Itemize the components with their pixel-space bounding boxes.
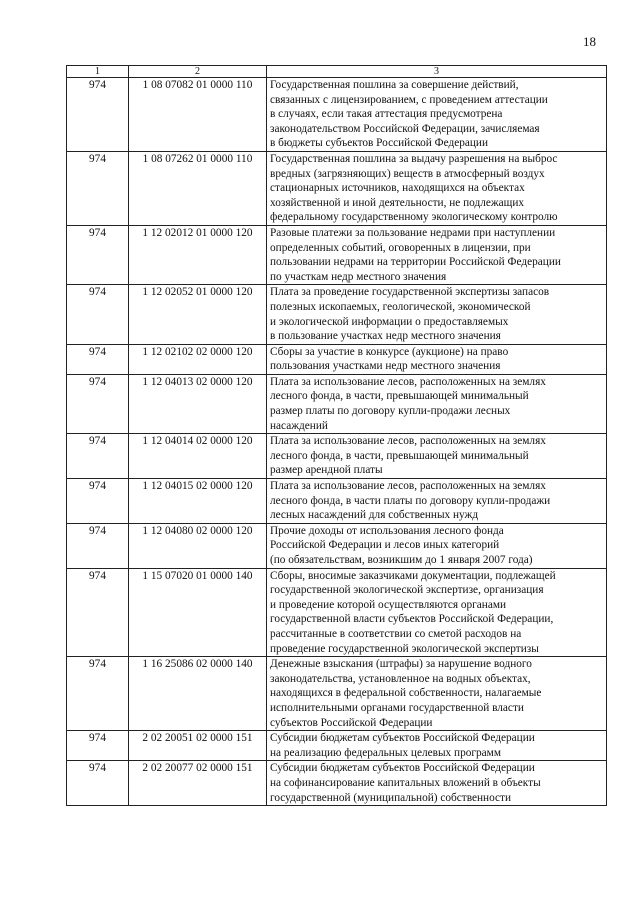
table-row — [67, 151, 607, 225]
budget-classification-code-cell: 1 12 04013 02 0000 120 — [129, 374, 267, 433]
revenue-codes-table — [66, 65, 607, 806]
revenue-description-cell: Субсидии бюджетам субъектов Российской Федерации на реализацию федеральных целевых программ — [267, 731, 607, 761]
budget-classification-code-cell: 1 16 25086 02 0000 140 — [129, 657, 267, 731]
admin-code-cell: 974 — [67, 657, 129, 731]
budget-classification-code-cell: 1 12 02052 01 0000 120 — [129, 285, 267, 344]
admin-code-cell: 974 — [67, 344, 129, 374]
table-row — [67, 657, 607, 731]
admin-code-cell: 974 — [67, 523, 129, 568]
table-row — [67, 225, 607, 284]
admin-code-cell: 974 — [67, 374, 129, 433]
table-row — [67, 285, 607, 344]
budget-classification-code-cell: 1 12 02102 02 0000 120 — [129, 344, 267, 374]
table-row — [67, 479, 607, 524]
admin-code-cell: 974 — [67, 479, 129, 524]
budget-classification-code-cell: 2 02 20077 02 0000 151 — [129, 761, 267, 806]
revenue-description-cell: Плата за использование лесов, расположенных на землях лесного фонда, в части, превышающей минимальный размер платы по договору купли-продажи лесных насаждений — [267, 374, 607, 433]
revenue-description-cell: Плата за использование лесов, расположенных на землях лесного фонда, в части платы по договору купли-продажи лесных насаждений для собственных нужд — [267, 479, 607, 524]
revenue-description-cell: Прочие доходы от использования лесного фонда Российской Федерации и лесов иных категорий (по обязательствам, возникшим до 1 января 2007 года) — [267, 523, 607, 568]
budget-classification-code-cell: 2 02 20051 02 0000 151 — [129, 731, 267, 761]
admin-code-cell: 974 — [67, 731, 129, 761]
budget-classification-code-cell: 1 08 07082 01 0000 110 — [129, 78, 267, 152]
budget-classification-code-cell: 1 08 07262 01 0000 110 — [129, 151, 267, 225]
admin-code-cell: 974 — [67, 151, 129, 225]
budget-classification-code-cell: 1 12 04014 02 0000 120 — [129, 434, 267, 479]
table-row — [67, 344, 607, 374]
table-row — [67, 761, 607, 806]
table-row — [67, 523, 607, 568]
revenue-description-cell: Субсидии бюджетам субъектов Российской Федерации на софинансирование капитальных вложений в объекты государственной (муниципальной) собственности — [267, 761, 607, 806]
budget-classification-code-cell: 1 12 02012 01 0000 120 — [129, 225, 267, 284]
column-header-3: 3 — [267, 66, 607, 78]
admin-code-cell: 974 — [67, 225, 129, 284]
revenue-description-cell: Сборы, вносимые заказчиками документации, подлежащей государственной экологической экспертизе, организация и проведение которой осуществляются органами государственной власти субъектов Российской Федерации, рассчитанные в соответствии со сметой расходов на проведение государственной экологической экспертизы — [267, 568, 607, 657]
revenue-description-cell: Денежные взыскания (штрафы) за нарушение водного законодательства, установленное на водных объектах, находящихся в федеральной собственности, налагаемые исполнительными органами государственной власти субъектов Российской Федерации — [267, 657, 607, 731]
admin-code-cell: 974 — [67, 78, 129, 152]
budget-classification-code-cell: 1 12 04015 02 0000 120 — [129, 479, 267, 524]
budget-classification-code-cell: 1 12 04080 02 0000 120 — [129, 523, 267, 568]
table-row — [67, 731, 607, 761]
table-row — [67, 374, 607, 433]
table-header-row — [67, 66, 607, 78]
column-header-2: 2 — [129, 66, 267, 78]
page-number: 18 — [583, 34, 596, 49]
table-row — [67, 568, 607, 657]
revenue-description-cell: Плата за проведение государственной экспертизы запасов полезных ископаемых, геологической, экономической и экологической информации о предоставляемых в пользование участках недр местного значения — [267, 285, 607, 344]
revenue-description-cell: Государственная пошлина за выдачу разрешения на выброс вредных (загрязняющих) веществ в атмосферный воздух стационарных источников, находящихся на объектах хозяйственной и иной деятельности, не подлежащих федеральному государственному экологическому контролю — [267, 151, 607, 225]
revenue-description-cell: Разовые платежи за пользование недрами при наступлении определенных событий, оговоренных в лицензии, при пользовании недрами на территории Российской Федерации по участкам недр местного значения — [267, 225, 607, 284]
admin-code-cell: 974 — [67, 568, 129, 657]
admin-code-cell: 974 — [67, 285, 129, 344]
revenue-description-cell: Государственная пошлина за совершение действий, связанных с лицензированием, с проведением аттестации в случаях, если такая аттестация предусмотрена законодательством Российской Федерации, зачисляемая в бюджеты субъектов Российской Федерации — [267, 78, 607, 152]
budget-classification-code-cell: 1 15 07020 01 0000 140 — [129, 568, 267, 657]
column-header-1: 1 — [67, 66, 129, 78]
admin-code-cell: 974 — [67, 434, 129, 479]
table-row — [67, 434, 607, 479]
table-row — [67, 78, 607, 152]
revenue-description-cell: Плата за использование лесов, расположенных на землях лесного фонда, в части, превышающей минимальный размер арендной платы — [267, 434, 607, 479]
table-body — [67, 78, 607, 806]
admin-code-cell: 974 — [67, 761, 129, 806]
revenue-description-cell: Сборы за участие в конкурсе (аукционе) на право пользования участками недр местного значения — [267, 344, 607, 374]
